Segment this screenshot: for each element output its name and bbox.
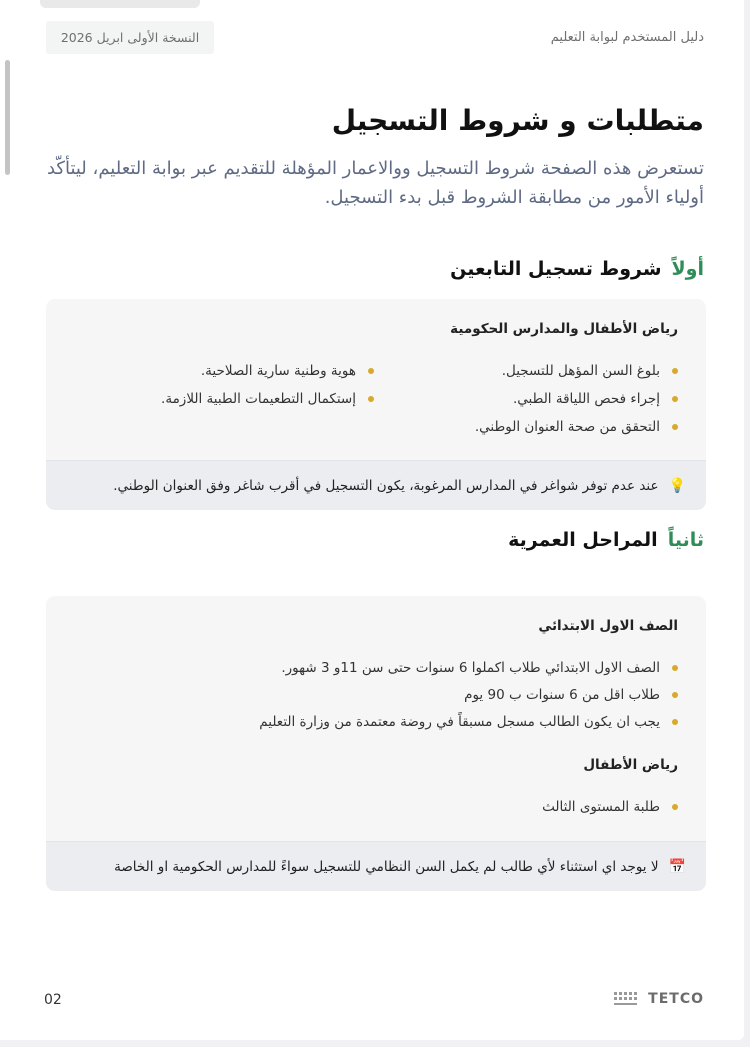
bullet-dot bbox=[368, 368, 374, 374]
bullet-dot bbox=[672, 396, 678, 402]
ministry-logo-icon bbox=[612, 989, 642, 1009]
section-1-number: أولاً bbox=[671, 258, 704, 280]
bullet-dot bbox=[368, 396, 374, 402]
section-1-subheading: رياض الأطفال والمدارس الحكومية bbox=[450, 321, 678, 337]
section-1-heading bbox=[450, 258, 704, 280]
section-2-heading bbox=[508, 529, 704, 551]
list-item: التحقق من صحة العنوان الوطني. bbox=[475, 419, 678, 435]
list-item: يجب ان يكون الطالب مسجل مسبقاً في روضة معتمدة من وزارة التعليم bbox=[259, 714, 678, 730]
calendar-icon: 📅 bbox=[668, 858, 686, 875]
scrollbar[interactable] bbox=[5, 60, 10, 175]
kindergarten-subheading: رياض الأطفال bbox=[583, 757, 678, 773]
list-item: طلاب اقل من 6 سنوات ب 90 يوم bbox=[464, 687, 678, 703]
list-item: إستكمال التطعيمات الطبية اللازمة. bbox=[161, 391, 374, 407]
lightbulb-icon: 💡 bbox=[668, 477, 686, 494]
bullet-dot bbox=[672, 692, 678, 698]
bullet-dot bbox=[672, 719, 678, 725]
section-1-note-text: عند عدم توفر شواغر في المدارس المرغوبة، يكون التسجيل في أقرب شاغر وفق العنوان الوطني. bbox=[113, 477, 659, 494]
section-2-note-text: لا يوجد اي استثناء لأي طالب لم يكمل السن النظامي للتسجيل سواءً للمدارس الحكومية او الخاصة bbox=[114, 858, 659, 875]
guide-title: دليل المستخدم لبوابة التعليم bbox=[550, 30, 704, 45]
page-title: متطلبات و شروط التسجيل bbox=[331, 104, 704, 137]
section-1-card bbox=[46, 299, 706, 510]
tetco-logo bbox=[594, 986, 704, 1012]
top-tab-shadow bbox=[40, 0, 200, 8]
section-2-card bbox=[46, 596, 706, 891]
section-2-title: المراحل العمرية bbox=[508, 529, 658, 551]
list-item: طلبة المستوى الثالث bbox=[542, 799, 678, 815]
section-2-note bbox=[46, 841, 706, 891]
grade-1-subheading: الصف الاول الابتدائي bbox=[538, 618, 678, 634]
bullet-dot bbox=[672, 804, 678, 810]
list-item: الصف الاول الابتدائي طلاب اكملوا 6 سنوات حتى سن 11و 3 شهور. bbox=[281, 660, 678, 676]
page-number: 02 bbox=[44, 992, 62, 1008]
list-item: هوية وطنية سارية الصلاحية. bbox=[201, 363, 374, 379]
list-item: بلوغ السن المؤهل للتسجيل. bbox=[502, 363, 678, 379]
section-1-note bbox=[46, 460, 706, 510]
bullet-dot bbox=[672, 368, 678, 374]
section-1-title: شروط تسجيل التابعين bbox=[450, 258, 662, 280]
list-item: إجراء فحص اللياقة الطبي. bbox=[513, 391, 678, 407]
section-2-number: ثانياً bbox=[667, 529, 704, 551]
bullet-dot bbox=[672, 665, 678, 671]
tetco-logo-text: TETCO bbox=[648, 991, 704, 1007]
intro-paragraph: تستعرض هذه الصفحة شروط التسجيل ووالاعمار المؤهلة للتقديم عبر بوابة التعليم، ليتأكّد أولياء الأمور من مطابقة الشروط قبل بدء التسجيل. bbox=[46, 158, 704, 208]
edition-badge bbox=[46, 21, 214, 54]
edition-label: النسخة الأولى ابريل 2026 bbox=[60, 30, 200, 45]
bullet-dot bbox=[672, 424, 678, 430]
